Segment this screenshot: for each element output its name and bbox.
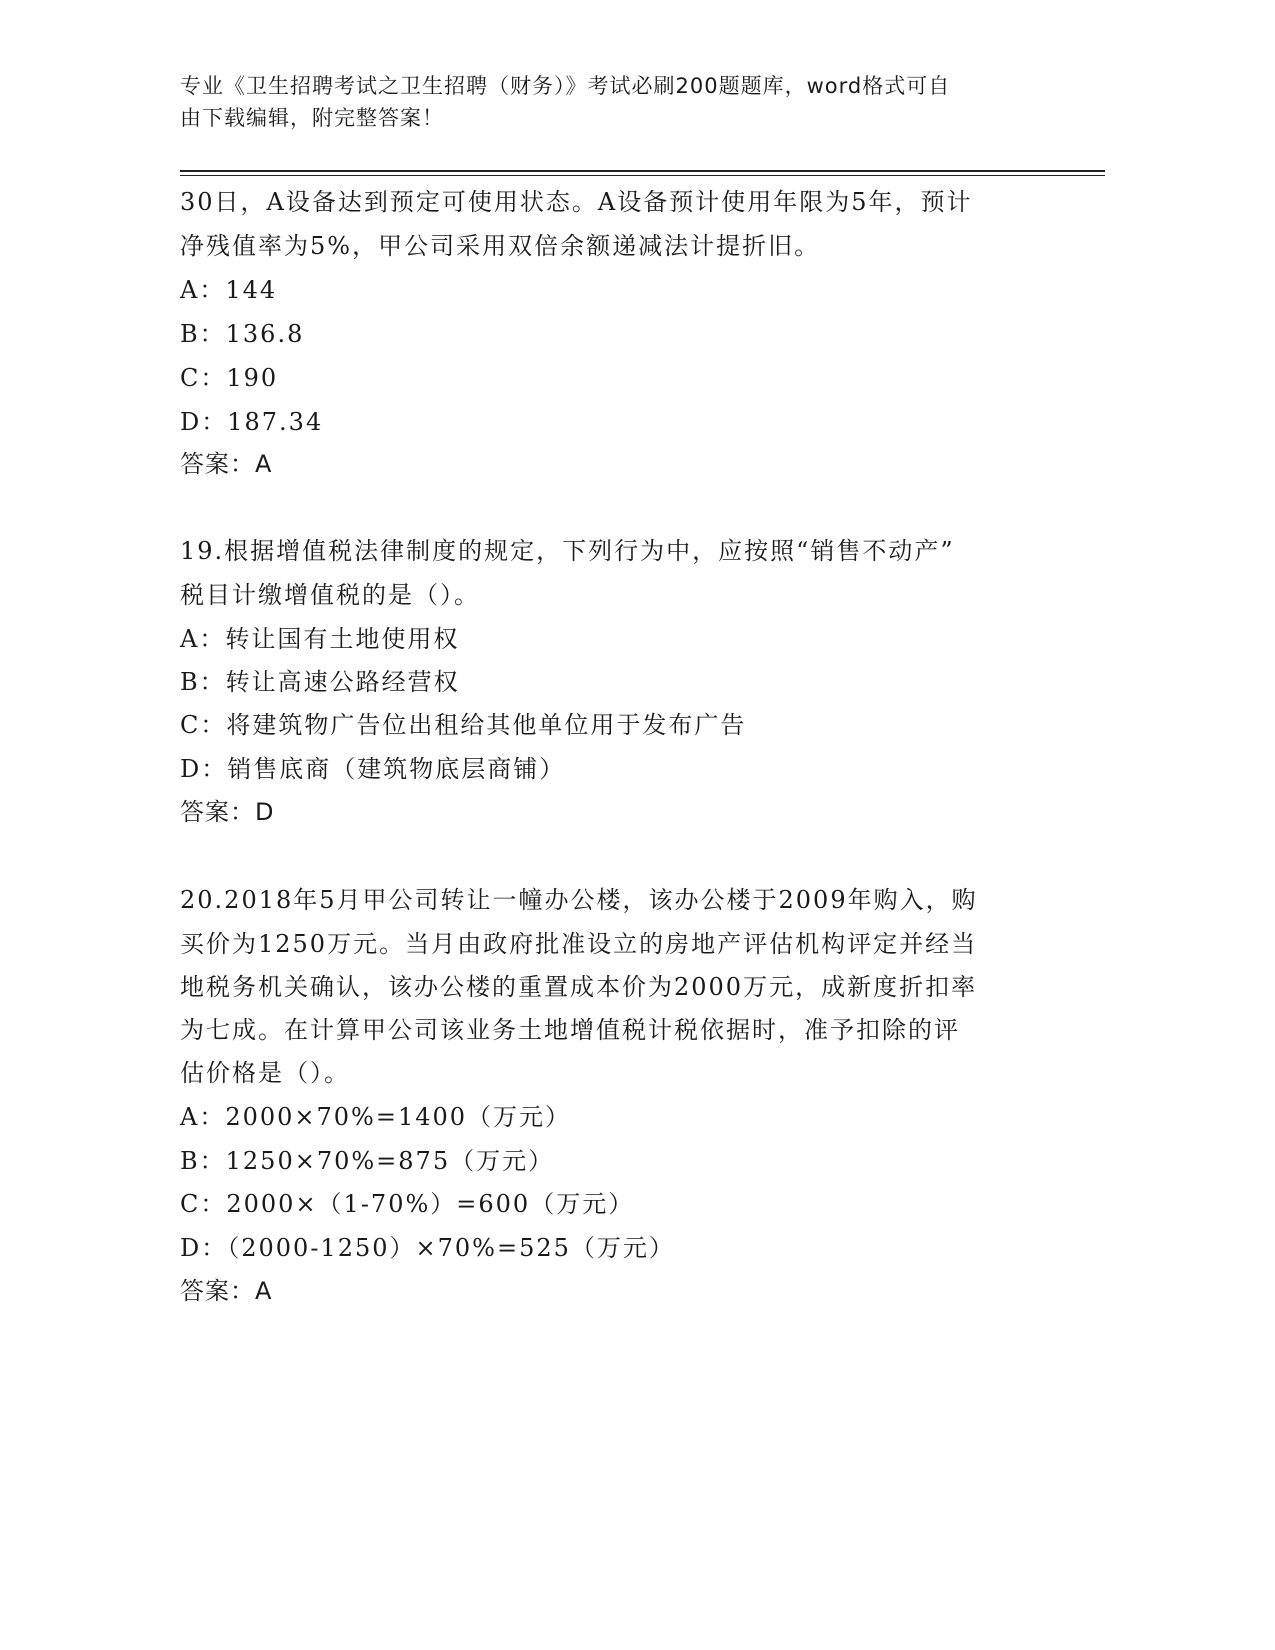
answer-label: 答案：D (180, 798, 275, 826)
option-d: D：187.34 (180, 408, 324, 436)
document-header (180, 70, 1040, 134)
header-rule-thick (180, 170, 1105, 172)
option-d: D：销售底商（建筑物底层商铺） (180, 755, 566, 783)
answer-label: 答案：A (180, 450, 273, 478)
option-b: B：转让高速公路经营权 (180, 668, 460, 696)
question-stem-line: 地税务机关确认，该办公楼的重置成本价为2000万元，成新度折扣率 (180, 973, 978, 1001)
option-a: A：转让国有土地使用权 (180, 625, 460, 653)
question-stem-line: 买价为1250万元。当月由政府批准设立的房地产评估机构评定并经当 (180, 930, 978, 958)
question-stem-line: 19.根据增值税法律制度的规定，下列行为中，应按照“销售不动产” (180, 537, 955, 565)
answer-label: 答案：A (180, 1277, 273, 1305)
option-b: B：136.8 (180, 320, 305, 348)
option-d: D：（2000-1250）×70%=525（万元） (180, 1234, 675, 1262)
header-line-1: 专业《卫生招聘考试之卫生招聘（财务）》考试必刷200题题库，word格式可自 (180, 74, 951, 98)
header-line-2: 由下载编辑，附完整答案！ (180, 106, 444, 130)
option-b: B：1250×70%=875（万元） (180, 1147, 555, 1175)
header-rule-thin (180, 175, 1105, 176)
option-c: C：190 (180, 364, 279, 392)
question-stem-line: 30日，A设备达到预定可使用状态。A设备预计使用年限为5年，预计 (180, 188, 973, 216)
question-stem-line: 估价格是（）。 (180, 1059, 350, 1087)
question-stem-line: 净残值率为5%，甲公司采用双倍余额递减法计提折旧。 (180, 232, 821, 260)
option-c: C：2000×（1-70%）=600（万元） (180, 1190, 635, 1218)
question-stem-line: 为七成。在计算甲公司该业务土地增值税计税依据时，准予扣除的评 (180, 1016, 960, 1044)
question-stem-line: 税目计缴增值税的是（）。 (180, 581, 480, 609)
option-a: A：144 (180, 276, 278, 304)
question-stem-line: 20.2018年5月甲公司转让一幢办公楼，该办公楼于2009年购入，购 (180, 886, 978, 914)
option-a: A：2000×70%=1400（万元） (180, 1103, 572, 1131)
option-c: C：将建筑物广告位出租给其他单位用于发布广告 (180, 711, 747, 739)
